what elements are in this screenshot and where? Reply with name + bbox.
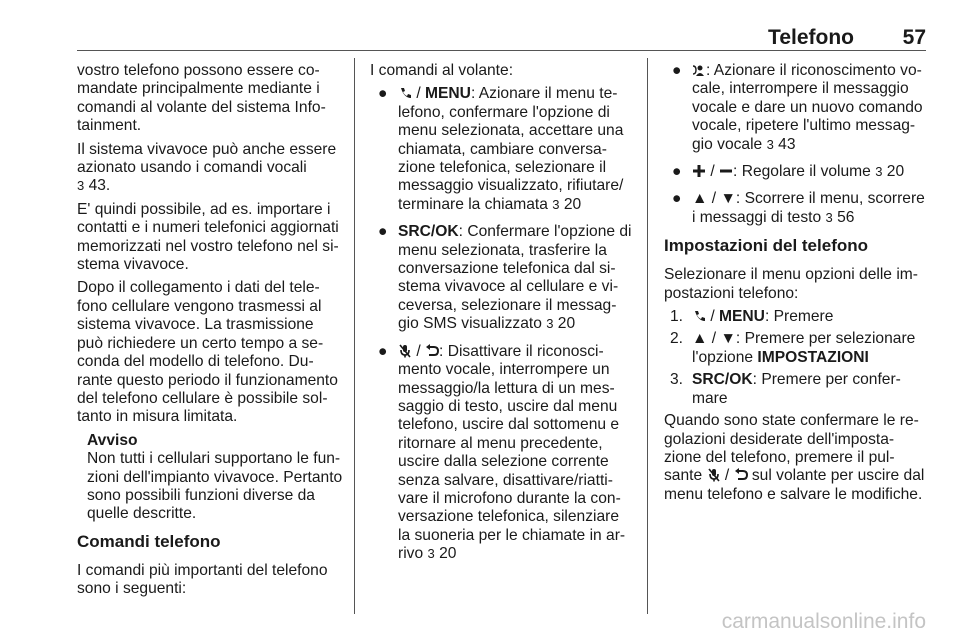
- page-ref[interactable]: 20: [563, 195, 582, 213]
- note-text: Non tutti i cellulari supportano le funzioni dell'impianto vivavoce. Pertanto sono possibili funzioni diverse da quelle descritte.: [87, 450, 343, 523]
- list-item: ● / MENU: Azionare il menu telefono, confermare l'opzione di menu selezionata, accettare una chiamata, cambiare conversazione telefonica, selezionare il messaggio visualizzato, rifiutare/ terminare la chiamata 3 20: [378, 85, 624, 213]
- phone-answer-icon: [398, 86, 412, 100]
- bullet-icon: ●: [672, 163, 682, 181]
- bullet-icon: ●: [378, 223, 388, 241]
- page-ref[interactable]: 20: [557, 315, 576, 333]
- control-list: [664, 62, 926, 227]
- mic-mute-icon: [707, 468, 721, 482]
- paragraph: I comandi al volante:: [370, 62, 514, 79]
- back-arrow-icon: [425, 344, 439, 358]
- paragraph: Dopo il collegamento i dati del telefono cellulare vengono trasmessi al sistema vivavoce. La trasmissione può richiedere un certo tempo a seconda del modello di telefono. Durante questo periodo il funzionamento del telefono cellulare è possibile soltanto in misura limitata.: [77, 279, 338, 426]
- plus-icon: [692, 164, 706, 178]
- paragraph: I comandi più importanti del telefono sono i seguenti:: [77, 561, 328, 598]
- list-item: ● : Azionare il riconoscimento vocale, interrompere il messaggio vocale e dare un nuovo comando vocale, ripetere l'ultimo messaggio vocale 3 43: [672, 62, 923, 153]
- phone-answer-icon: [692, 309, 706, 323]
- section-heading: Impostazioni del telefono: [664, 236, 869, 256]
- paragraph: Il sistema vivavoce può anche essere azionato usando i comandi vocali 3 43.: [77, 140, 337, 195]
- list-item: ● / : Disattivare il riconoscimento vocale, interrompere un messaggio/la lettura di un messaggio di testo, uscire dal menu telefono, uscire dal sottomenu e ritornare al menu precedente, uscire dalla selezione corrente senza salvare, disattivare/riattivare il microfono durante la conversazione telefonica, silenziare la suoneria per le chiamate in arrivo 3 20: [378, 342, 626, 563]
- ref-arrow-icon: 3: [427, 546, 435, 562]
- bullet-icon: ●: [378, 85, 388, 103]
- page-header: [77, 26, 926, 50]
- minus-icon: [719, 164, 733, 178]
- column-divider: [647, 58, 648, 614]
- page-ref[interactable]: 43: [778, 135, 796, 153]
- note-title: Avviso: [87, 431, 138, 449]
- paragraph: vostro telefono possono essere comandate principalmente mediante i comandi al volante del sistema Infotainment.: [77, 62, 326, 135]
- ref-arrow-icon: 3: [766, 136, 774, 152]
- ref-arrow-icon: 3: [77, 178, 85, 194]
- back-arrow-icon: [734, 468, 748, 482]
- voice-command-icon: [692, 63, 706, 77]
- step-item: 2. ▲ / ▼: Premere per selezionare l'opzione IMPOSTAZIONI: [670, 330, 916, 366]
- list-item: ● SRC/OK: Confermare l'opzione di menu selezionata, trasferire la conversazione telefonica dal sistema vivavoce al cellulare e viceversa, selezionare il messaggio SMS visualizzato 3 20: [378, 223, 632, 333]
- column-divider: [354, 58, 355, 614]
- step-item: 1. / MENU: Premere: [670, 308, 834, 326]
- bullet-icon: ●: [378, 342, 388, 360]
- ref-arrow-icon: 3: [875, 164, 883, 180]
- ref-arrow-icon: 3: [552, 196, 560, 212]
- page-ref[interactable]: 56: [837, 208, 855, 226]
- paragraph: Quando sono state confermare le regolazioni desiderate dell'impostazione del telefono, premere il pulsante / sul volante per uscire dal menu telefono e salvare le modifiche.: [664, 412, 925, 503]
- watermark: carmanualsonline.info: [721, 610, 926, 633]
- note-box: [87, 432, 343, 524]
- column-left: [77, 62, 343, 604]
- page-ref[interactable]: 20: [886, 163, 905, 181]
- column-middle: [370, 62, 632, 573]
- paragraph: Selezionare il menu opzioni delle impostazioni telefono:: [664, 266, 918, 302]
- page-ref[interactable]: 20: [439, 545, 457, 563]
- step-item: 3. SRC/OK: Premere per confermare: [670, 371, 901, 407]
- down-arrow-icon: ▼: [720, 190, 736, 208]
- list-item: ● / : Regolare il volume 3 20: [672, 163, 905, 181]
- page-title: Telefono: [768, 26, 854, 49]
- down-arrow-icon: ▼: [720, 330, 736, 348]
- step-list: [664, 308, 926, 408]
- column-right: [664, 62, 926, 509]
- header-rule: [77, 50, 926, 51]
- page-number: 57: [902, 26, 926, 49]
- mic-mute-icon: [398, 344, 412, 358]
- control-list: [370, 85, 632, 563]
- list-item: ● ▲ / ▼: Scorrere il menu, scorrere i messaggi di testo 3 56: [672, 190, 925, 226]
- page-ref[interactable]: 43.: [88, 177, 111, 195]
- ref-arrow-icon: 3: [546, 316, 554, 332]
- section-heading: Comandi telefono: [77, 531, 221, 551]
- bullet-icon: ●: [672, 62, 682, 79]
- up-arrow-icon: ▲: [692, 190, 708, 208]
- up-arrow-icon: ▲: [692, 330, 708, 348]
- bullet-icon: ●: [672, 190, 682, 208]
- ref-arrow-icon: 3: [825, 209, 833, 225]
- paragraph: E' quindi possibile, ad es. importare i contatti e i numeri telefonici aggiornati memorizzati nel vostro telefono nel sistema vivavoce.: [77, 200, 339, 274]
